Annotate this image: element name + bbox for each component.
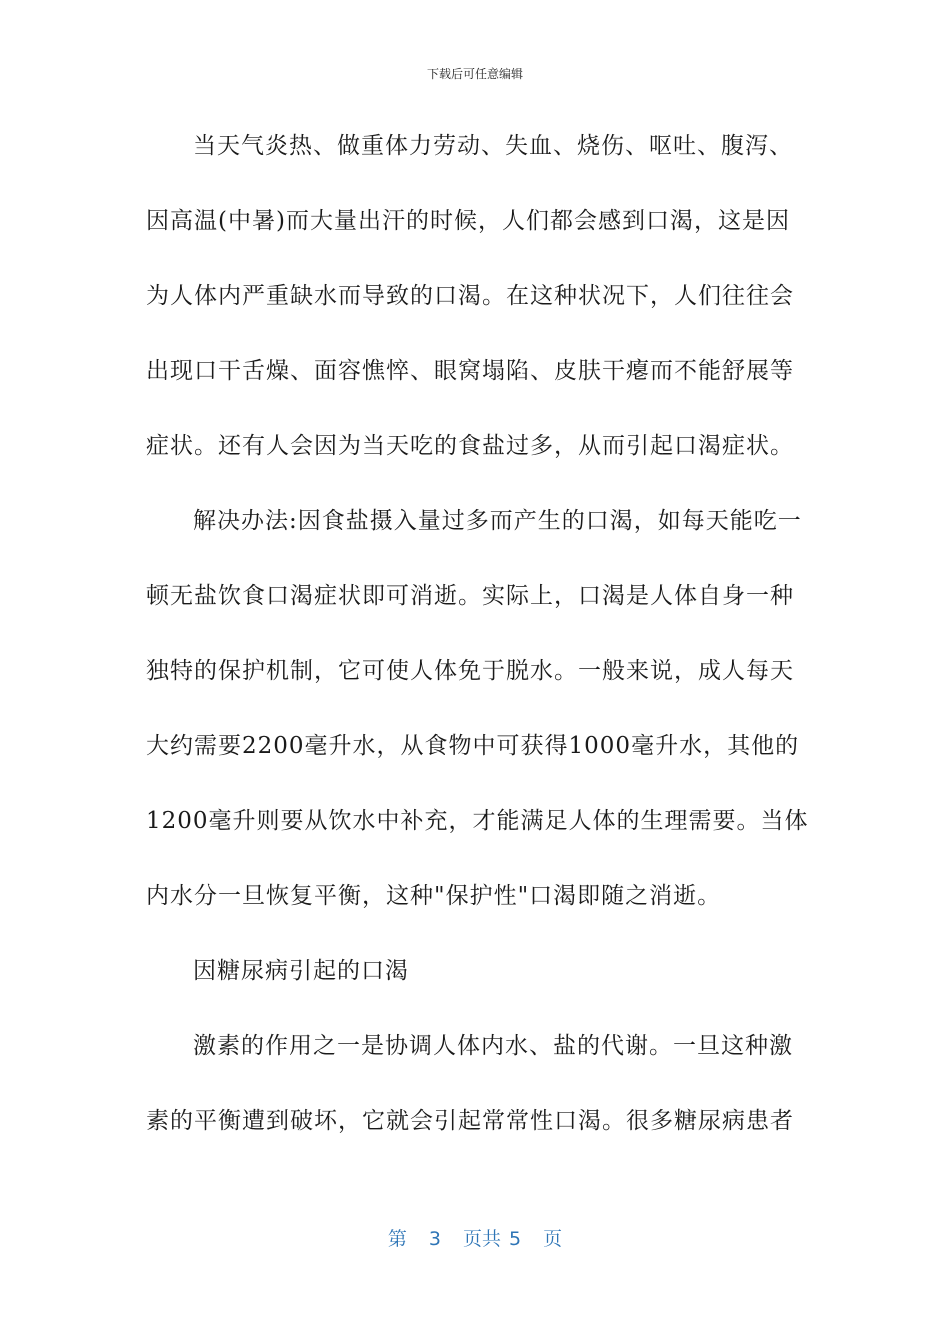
- text-line: 因高温(中暑)而大量出汗的时候，人们都会感到口渴，这是因: [146, 208, 790, 234]
- text-line: 内水分一旦恢复平衡，这种"保护性"口渴即随之消逝。: [146, 883, 722, 909]
- text-line: 症状。还有人会因为当天吃的食盐过多，从而引起口渴症状。: [146, 433, 794, 459]
- text-line: 当天气炎热、做重体力劳动、失血、烧伤、呕吐、腹泻、: [193, 133, 793, 159]
- total-pages-number: 5: [509, 1228, 522, 1250]
- text-line: 独特的保护机制，它可使人体免于脱水。一般来说，成人每天: [146, 658, 794, 684]
- footer-suffix: 页: [543, 1228, 563, 1250]
- text-line: 素的平衡遭到破坏，它就会引起常常性口渴。很多糖尿病患者: [146, 1108, 794, 1134]
- text-line: 顿无盐饮食口渴症状即可消逝。实际上，口渴是人体自身一种: [146, 583, 794, 609]
- text-line: 出现口干舌燥、面容憔悴、眼窝塌陷、皮肤干瘪而不能舒展等: [146, 358, 794, 384]
- footer-middle: 页共: [462, 1228, 501, 1250]
- text-line: 大约需要2200毫升水，从食物中可获得1000毫升水，其他的: [146, 733, 800, 759]
- text-line: 解决办法:因食盐摄入量过多而产生的口渴，如每天能吃一: [193, 508, 802, 534]
- text-line: 1200毫升则要从饮水中补充，才能满足人体的生理需要。当体: [146, 808, 809, 834]
- section-heading: 因糖尿病引起的口渴: [193, 958, 409, 984]
- text-line: 为人体内严重缺水而导致的口渴。在这种状况下，人们往往会: [146, 283, 794, 309]
- document-body: [146, 124, 809, 1174]
- text-line: 激素的作用之一是协调人体内水、盐的代谢。一旦这种激: [193, 1033, 793, 1059]
- footer-prefix: 第: [387, 1228, 407, 1250]
- page-footer: [0, 1226, 950, 1252]
- current-page-number: 3: [428, 1228, 441, 1250]
- page-header: 下载后可任意编辑: [426, 67, 523, 81]
